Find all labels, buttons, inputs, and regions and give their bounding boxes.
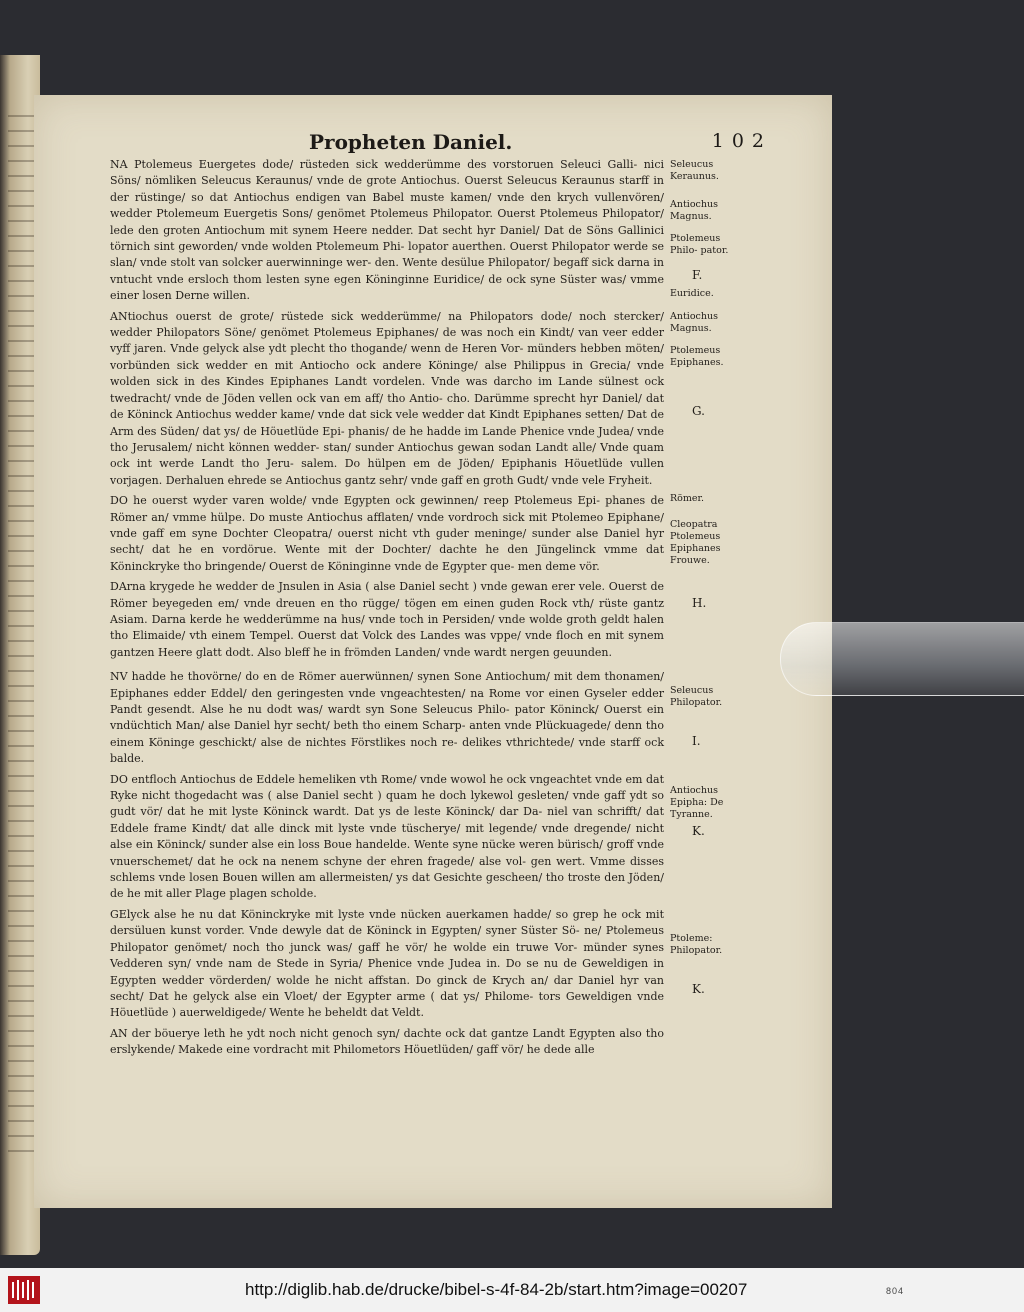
paragraph: NV hadde he thovörne/ do en de Römer auerwünnen/ synen Sone Antiochum/ mit dem thonamen/ Epiphanes edder Eddel/ den geringesten vnde vngeachtesten/ na Rome vor einen Gyseler edder Pandt gesendt. Alse he nu dodt was/ wardt syn Sone Seleucus Philo- pator Köninck/ Ouerst ein vndüchtich Man/ alse Daniel hyr secht/ beth tho einem Scharp- anten vnde Plückuagede/ denn tho einem Köninge geschickt/ alse de nichtes Förstlikes noch re- delikes vthrichtede/ vnde starff ock balde. bbox=[110, 670, 664, 766]
page-url[interactable]: http://diglib.hab.de/drucke/bibel-s-4f-84-2b/start.htm?image=00207 bbox=[245, 1280, 748, 1299]
margin-letter: F. bbox=[692, 268, 703, 282]
margin-note: Euridice. bbox=[670, 288, 714, 299]
image-code: 804 bbox=[885, 1286, 904, 1296]
margin-note: Ptoleme: Philopator. bbox=[670, 933, 723, 956]
margin-note: Antiochus Epipha: De Tyranne. bbox=[670, 785, 724, 820]
book-page bbox=[34, 95, 832, 1208]
margin-letter: K. bbox=[692, 824, 705, 838]
margin-note: Ptolemeus Philo- pator. bbox=[670, 233, 729, 256]
margin-note: Ptolemeus Epiphanes. bbox=[670, 345, 724, 368]
margin-letter: K. bbox=[692, 982, 705, 996]
margin-note: Cleopatra Ptolemeus Epiphanes Frouwe. bbox=[670, 519, 721, 566]
margin-letter: H. bbox=[692, 596, 707, 610]
margin-note: Römer. bbox=[670, 493, 705, 504]
library-logo-icon bbox=[8, 1276, 40, 1304]
paragraph: GElyck alse he nu dat Köninckryke mit lyste vnde nücken auerkamen hadde/ so grep he ock mit dersüluen kunst vorder. Vnde dewyle dat de Köninck in Egypten/ syner Süster Sö- ne/ Ptolemeus Philopator genömet/ noch tho junck was/ gaff he vör/ he wolde ein truwe Vor- münder synes Vedderen syn/ vnde nam de Stede in Syria/ Phenice vnde Judea in. Do se nu de Geweldigen in Egypten wedder vörderden/ wolde he nicht affstan. Do ginck de Krych an/ dar Daniel hyr van secht/ Dat he gelyck alse ein Vloet/ der Egypter arme ( dat ys/ Philome- tors Geweldigen vnde Höuetlüde ) auerweldigede/ Wente he beheldt dat Veldt. bbox=[110, 907, 664, 1020]
running-title: Propheten Daniel. bbox=[309, 130, 513, 154]
running-head bbox=[309, 130, 772, 154]
margin-letter: G. bbox=[692, 404, 705, 418]
margin-note: Seleucus Philopator. bbox=[670, 685, 723, 708]
paragraph: ANtiochus ouerst de grote/ rüstede sick wedderümme/ na Philopators dode/ noch stercker/ wedder Philopators Söne/ genömet Ptolemeus Epiphanes/ de was noch ein Kindt/ van veer edder vyff jaren. Vnde gelyck alse ydt plecht tho thogande/ wenn de Heren Vor- münders hebben möten/ vorbünden sick wedder en mit Antiocho ock andere Köninge/ alse Philippus in Grecia/ vnde wolden sick in des Kindes Epiphanes Landt vordelen. Vnde was darcho im Lande sülnest ock twedracht/ vnde de Jöden vellen ock van em aff/ tho Antio- cho. Darümme sprecht hyr Daniel/ dat de Köninck Antiochus wedder kame/ vnde dat sick vele wedder dat Kindt Epiphanes setten/ Dat de Arm des Süden/ dat ys/ de Höuetlüde Epi- phanis/ de he hadde im Lande Phenice vnde Judea/ vnde tho Jerusalem/ nicht können wedder- stan/ sunder Antiochus gewan sodan Landt alle/ Vnde quam ock int werde Landt tho Jeru- salem. Do hülpen em de Jöden/ Epiphanis Höuetlüde vullen vorjagen. Derhaluen ehrede se Antiochus gantz sehr/ vnde gaff en groth Gudt/ vnde vele Fryheit. bbox=[110, 309, 664, 487]
paragraph: DO entfloch Antiochus de Eddele hemeliken vth Rome/ vnde wowol he ock vngeachtet vnde em dat Ryke nicht thogedacht was ( alse Daniel secht ) quam he doch lykewol gesleten/ vnde gaff ydt so gudt vör/ dat he mit lyste Köninck wardt. Dat ys de leste Köninck/ dar Da- niel van schrifft/ dat Eddele frame Kindt/ dat alle dinck mit lyste vnde tüscherye/ mit legende/ vnde dregende/ nicht alse ein Köninck/ sunder alse ein loss Boue handelde. Wente syne nücke weren bürisch/ groff vnde vnuerschemet/ dat he ock na nenem schyne der ehren fragede/ alse vol- gen wert. Vmme disses schlems vnde losen Bouen willen am allermeisten/ ys dat Gesichte gescheen/ tho troste den Jöden/ de he mit aller Plage plagen scholde. bbox=[110, 772, 664, 901]
body-text bbox=[110, 157, 664, 1063]
paragraph: DO he ouerst wyder varen wolde/ vnde Egypten ock gewinnen/ reep Ptolemeus Epi- phanes de Römer an/ vmme hülpe. Do muste Antiochus afflaten/ vnde vordroch sick mit Ptolemeo Epiphane/ vnde gaff em syne Dochter Cleopatra/ ouerst nicht vth guder meninge/ sunder alse Daniel hyr secht/ dat he en vordörue. Wente mit der Dochter/ dachte he den Jüngelinck vmme dat Köninckryke tho bringende/ Ouerst de Köninginne vnde de Egypter que- men deme vör. bbox=[110, 494, 664, 573]
paragraph: NA Ptolemeus Euergetes dode/ rüsteden sick wedderümme des vorstoruen Seleuci Galli- nici Söns/ nömliken Seleucus Keraunus/ vnde de grote Antiochus. Ouerst Seleucus Keraunus starff in der rüstinge/ so dat Antiochus endigen van Babel muste kamen/ vnde den krych vullenvören/ wedder Ptolemeum Euergetis Sons/ genömet Ptolemeus Philopator. Ouerst Ptolemeus Philopator/ lede den groten Antiochum mit synem Heere nedder. Dat secht hyr Daniel/ Dat de Söns Gallinici törnich sint geworden/ vnde wolden Ptolemeum Phi- lopator auerthen. Ouerst Philopator werde se slan/ vnde stolt van solcker auerwinninge wer- den. Wente desülue Philopator/ begaff sick darna in vntucht vnde ersloch thom lesten syne egen Köninginne Euridice/ de ock syne Süster was/ vmme einer losen Derne willen. bbox=[110, 158, 664, 303]
margin-note: Antiochus Magnus. bbox=[670, 199, 718, 222]
margin-note: Seleucus Keraunus. bbox=[670, 159, 719, 182]
footer-bar bbox=[0, 1268, 1024, 1312]
paragraph: AN der böuerye leth he ydt noch nicht genoch syn/ dachte ock dat gantze Landt Egypten also tho erslykende/ Makede eine vordracht mit Philometors Höuetlüden/ gaff vör/ he dede alle bbox=[110, 1026, 664, 1057]
scanner-glass-strip bbox=[780, 622, 1024, 696]
page-number: 102 bbox=[711, 130, 772, 152]
paragraph: DArna krygede he wedder de Jnsulen in Asia ( alse Daniel secht ) vnde gewan erer vele. Ouerst de Römer beyegeden em/ vnde dreuen en tho rügge/ tögen em einen guden Rock vth/ rüste gantz Asiam. Darna kerde he wedderümme na hus/ vnde toch in Persiden/ vnde wolde groth geldt halen tho Elimaide/ vth einem Tempel. Ouerst dat Volck des Landes was vppe/ vnde floch en mit synem gantzen Heere glatt dodt. Also bleff he in frömden Landen/ vnde wardt nergen geuunden. bbox=[110, 580, 664, 659]
margin-letter: I. bbox=[692, 734, 701, 748]
margin-note: Antiochus Magnus. bbox=[670, 311, 718, 334]
